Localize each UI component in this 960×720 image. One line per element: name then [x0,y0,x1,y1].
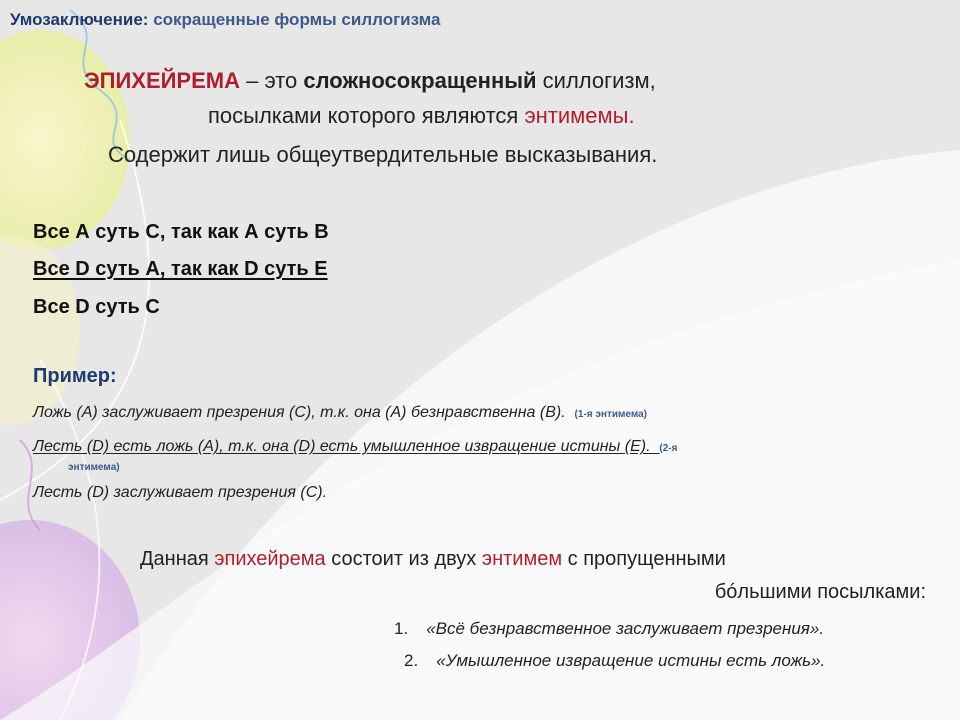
bold-phrase: сложносокращенный [303,68,537,93]
slide-title [10,10,440,30]
note-enthymeme-2a: (2-я [659,443,678,454]
formula-line-3: Все D суть С [33,296,160,318]
conclusion-line-2: бóльшими посылками: [714,581,926,603]
conclusion-part-2: состоит из двух [325,548,482,570]
premise-number: 1. [394,619,409,638]
premise-text: «Умышленное извращение истины есть ложь». [436,651,826,670]
formula-line-2: Все D суть А, так как D суть Е [33,258,328,280]
definition-line2-prefix: посылками которого являются [208,103,525,128]
conclusion-line-1 [140,548,726,571]
premise-number: 2. [404,651,419,670]
enthymemes-word-2: энтимем [481,548,563,570]
example-line-1 [33,404,647,422]
enthymemes-word: энтимемы. [524,103,635,128]
epicheirema-word: эпихейрема [214,548,326,570]
title-lead: Умозаключение: [10,10,149,29]
term-epicheirema: ЭПИХЕЙРЕМА [84,68,240,93]
premise-item-2 [404,651,825,671]
formula-line-1: Все А суть С, так как А суть В [33,221,329,243]
definition-line-3: Содержит лишь общеутвердительные высказывания. [108,142,658,167]
example-line-3: Лесть (D) заслуживает презрения (С). [33,484,328,501]
example-heading: Пример: [33,365,117,387]
definition-connector: – это [240,68,304,93]
note-enthymeme-2b: энтимема) [68,462,120,473]
example-line1-text: Ложь (А) заслуживает презрения (С), т.к. она (А) безнравственна (В). [33,404,566,421]
definition-line-1 [84,68,656,94]
example-line-2 [33,438,677,456]
note-enthymeme-1: (1-я энтимема) [574,409,647,420]
conclusion-part-3: с пропущенными [562,548,726,570]
example-line2-text: Лесть (D) есть ложь (А), т.к. она (D) есть умышленное извращение истины (Е). [33,438,651,455]
conclusion-part-1: Данная [140,548,215,570]
definition-line-2 [208,103,635,129]
title-rest: сокращенные формы силлогизма [148,10,441,29]
premise-text: «Всё безнравственное заслуживает презрения». [426,619,825,638]
definition-after-bold: силлогизм, [536,68,656,93]
premise-item-1 [394,619,824,639]
